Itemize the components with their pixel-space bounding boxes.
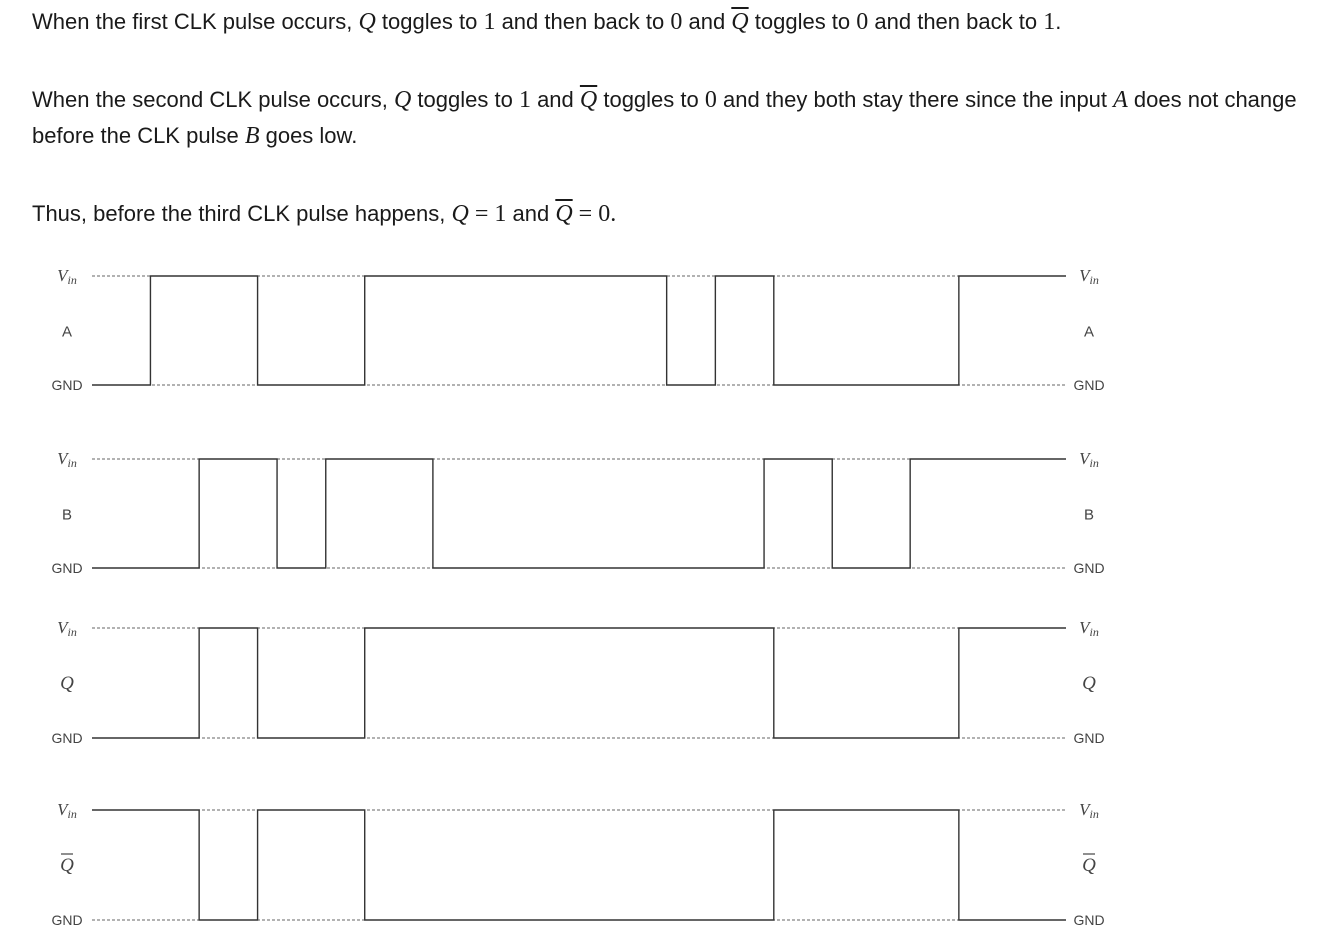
math-q-bar: $\overline{Q}$ [731,9,749,35]
signal-label-right: B [1083,506,1095,524]
math-a: A [1113,87,1128,113]
text-run: When the second CLK pulse occurs, [32,87,394,112]
text-run: . [1055,9,1062,34]
waveform-q [92,628,1066,738]
vin-label-left: Vin [57,449,77,470]
math-zero: 0 [856,9,869,35]
gnd-label-left: GND [51,560,83,576]
signal-label-left: Q [60,855,74,876]
math-q: Q [358,9,376,35]
math-one: 1 [1043,9,1056,35]
gnd-label-left: GND [51,730,83,746]
text-run: toggles to [597,87,705,112]
gnd-label-left: GND [51,377,83,393]
text-run: and [682,9,732,34]
math-q: Q [451,201,469,227]
waveform-a [92,276,1066,385]
math-equals-one: = 1 [468,201,507,227]
math-b: B [244,123,260,149]
signal-label-left: B [61,506,73,524]
signal-label-left: Q [60,673,74,694]
gnd-label-right: GND [1073,377,1105,393]
math-q: Q [393,87,412,113]
text-run: Thus, before the third CLK pulse happens, [32,201,452,226]
waveform-q-bar [92,810,1066,920]
text-run: goes low. [259,123,358,148]
text-run: and [506,201,556,226]
vin-label-right: Vin [1079,618,1099,639]
math-q-bar: $\overline{Q}$ [555,201,573,227]
gnd-label-right: GND [1073,912,1105,928]
math-q-bar: $\overline{Q}$ [579,87,598,113]
text-run: When the first CLK pulse occurs, [32,9,359,34]
vin-label-left: Vin [57,618,77,639]
math-equals-zero: = 0. [572,201,617,227]
text-run: and they both stay there since the input [716,87,1114,112]
text-run: toggles to [748,9,857,34]
waveform-b [92,459,1066,568]
signal-label-left: A [61,323,73,341]
math-zero: 0 [704,87,717,113]
vin-label-right: Vin [1079,800,1099,821]
signal-label-right: Q [1082,855,1096,876]
text-run: and then back to [868,9,1044,34]
gnd-label-left: GND [51,912,83,928]
vin-label-right: Vin [1079,449,1099,470]
math-one: 1 [483,9,496,35]
text-run: toggles to [411,87,519,112]
text-run: and [530,87,580,112]
text-run: does not change before the CLK pulse [32,87,1297,148]
signal-label-right: A [1083,323,1095,341]
signal-label-right: Q [1082,673,1096,694]
vin-label-left: Vin [57,800,77,821]
math-zero: 0 [670,9,683,35]
vin-label-right: Vin [1079,266,1099,287]
math-one: 1 [518,87,531,113]
gnd-label-right: GND [1073,560,1105,576]
text-run: and then back to [495,9,671,34]
text-run: toggles to [375,9,484,34]
vin-label-left: Vin [57,266,77,287]
gnd-label-right: GND [1073,730,1105,746]
